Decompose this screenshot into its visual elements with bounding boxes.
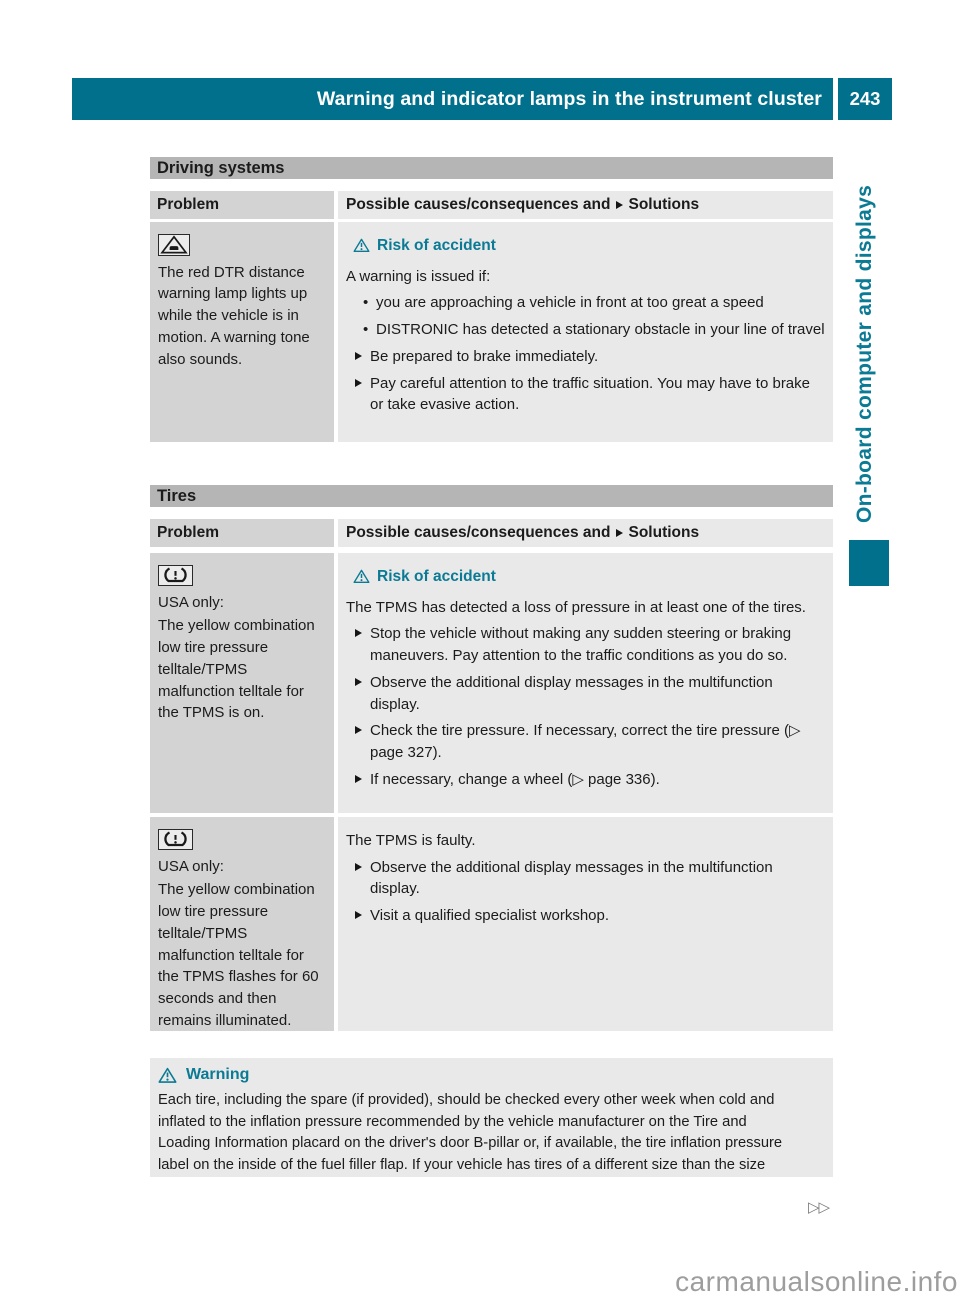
warning-triangle-icon <box>158 1067 177 1084</box>
table-header-tires <box>150 519 833 547</box>
solid-right-triangle-icon <box>616 201 623 209</box>
column-header-causes: Possible causes/consequences and Solutions <box>338 191 833 219</box>
table-header-driving <box>150 191 833 219</box>
warning-triangle-icon <box>353 569 370 584</box>
page-title: Warning and indicator lamps in the instrument cluster <box>316 87 822 110</box>
solid-right-triangle-icon <box>355 863 362 871</box>
problem-text: The yellow combination low tire pressure telltale/TPMS malfunction telltale for the TPMS is on. <box>158 617 315 722</box>
table-row <box>150 222 833 442</box>
region-note: USA only: <box>158 857 224 875</box>
solution-item: Observe the additional display messages in the multifunction display. <box>346 672 825 715</box>
solid-right-triangle-icon <box>355 911 362 919</box>
solution-item: Pay careful attention to the traffic situation. You may have to brake or take evasive action. <box>346 373 825 416</box>
cause-bullet: • DISTRONIC has detected a stationary obstacle in your line of travel <box>346 319 825 341</box>
causes-cell <box>338 817 833 1031</box>
page-header-bar <box>72 78 833 120</box>
solution-item: Check the tire pressure. If necessary, correct the tire pressure (▷ page 327). <box>346 720 825 763</box>
solid-right-triangle-icon <box>616 529 623 537</box>
risk-heading: Risk of accident <box>346 566 825 588</box>
causes-cell <box>338 222 833 442</box>
solid-right-triangle-icon <box>355 379 362 387</box>
solid-right-triangle-icon <box>355 726 362 734</box>
distance-warning-telltale-icon <box>158 234 190 256</box>
warning-box <box>150 1058 833 1177</box>
causes-intro: The TPMS is faulty. <box>346 832 476 849</box>
chapter-tab-label: On-board computer and displays <box>853 184 876 523</box>
table-row <box>150 817 833 1031</box>
problem-cell <box>150 817 334 1031</box>
problem-text: The red DTR distance warning lamp lights up while the vehicle is in motion. A warning tone also sounds. <box>158 263 310 368</box>
risk-heading: Risk of accident <box>346 235 825 257</box>
causes-intro: The TPMS has detected a loss of pressure in at least one of the tires. <box>346 598 806 616</box>
watermark-text: carmanualsonline.info <box>675 1266 958 1297</box>
chapter-tab-marker <box>849 540 889 586</box>
problem-text: The yellow combination low tire pressure telltale/TPMS malfunction telltale for the TPMS flashes for 60 seconds and then remains illuminated. <box>158 881 319 1029</box>
problem-cell <box>150 222 334 442</box>
page-number: 243 <box>849 88 881 109</box>
warning-heading: Warning <box>158 1066 825 1084</box>
solid-right-triangle-icon <box>355 629 362 637</box>
solution-item: Visit a qualified specialist workshop. <box>346 905 825 927</box>
warning-text: Each tire, including the spare (if provided), should be checked every other week when cold and inflated to the inflation pressure recommended by the vehicle manufacturer on the Tire and Loading Information placard on the driver's door B-pillar or, if available, the tire inflation pressure label on the inside of the fuel filler flap. If your vehicle has tires of a different size than the size <box>158 1092 783 1174</box>
page-number-box <box>838 78 892 120</box>
cause-bullet: • you are approaching a vehicle in front at too great a speed <box>346 292 825 314</box>
column-header-problem: Problem <box>150 519 334 547</box>
table-row <box>150 553 833 813</box>
solid-right-triangle-icon <box>355 352 362 360</box>
tpms-telltale-icon <box>158 565 193 586</box>
solid-right-triangle-icon <box>355 678 362 686</box>
tpms-telltale-icon <box>158 829 193 850</box>
solid-right-triangle-icon <box>355 775 362 783</box>
warning-triangle-icon <box>353 238 370 253</box>
problem-cell <box>150 553 334 813</box>
page-continuation-marker: ▷▷ <box>808 1198 830 1216</box>
causes-intro: A warning is issued if: <box>346 267 491 285</box>
solution-item: If necessary, change a wheel (▷ page 336). <box>346 769 825 791</box>
column-header-causes: Possible causes/consequences and Solutions <box>338 519 833 547</box>
section-band-driving-systems: Driving systems <box>150 157 833 179</box>
column-header-problem: Problem <box>150 191 334 219</box>
solution-item: Stop the vehicle without making any sudden steering or braking maneuvers. Pay attention to the traffic conditions as you do so. <box>346 623 825 666</box>
solution-item: Observe the additional display messages in the multifunction display. <box>346 857 825 900</box>
region-note: USA only: <box>158 593 224 611</box>
solution-item: Be prepared to brake immediately. <box>346 346 825 368</box>
causes-cell <box>338 553 833 813</box>
section-band-tires: Tires <box>150 485 833 507</box>
